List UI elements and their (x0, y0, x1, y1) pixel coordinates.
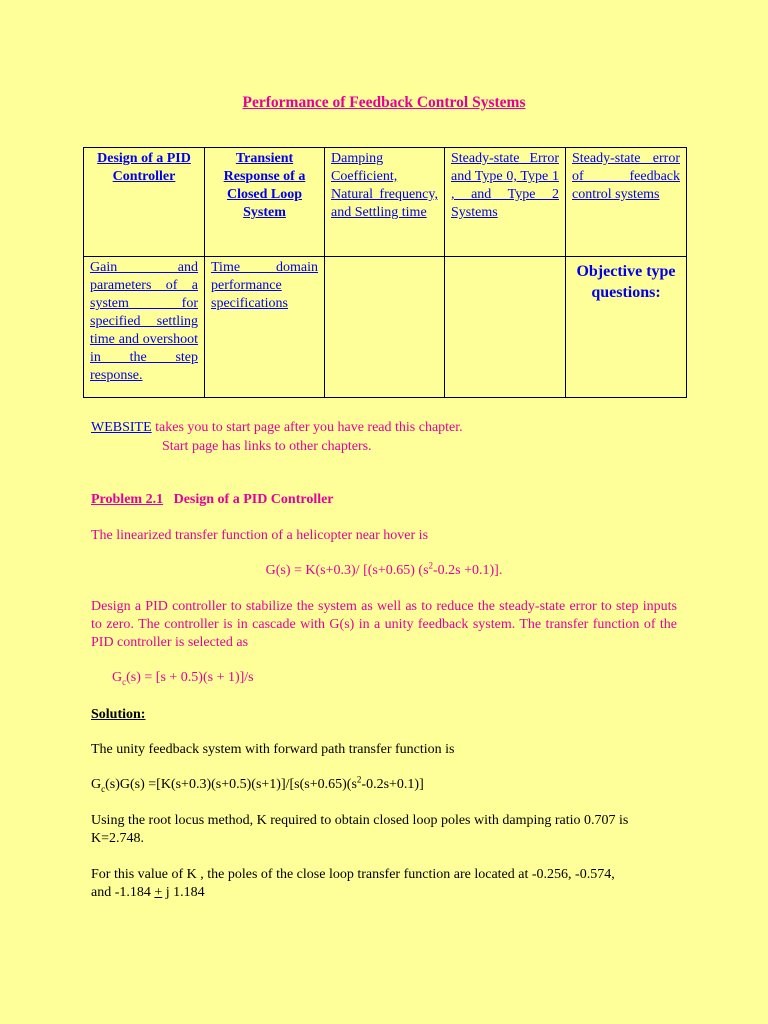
eq-subscript: c (122, 676, 127, 687)
start-page-note: Start page has links to other chapters. (162, 439, 372, 454)
solution-paragraph-1: The unity feedback system with forward path transfer function is (91, 742, 455, 757)
problem-title: Design of a PID Controller (173, 492, 334, 507)
eq-part: G (91, 777, 102, 792)
eq-part: (s)G(s) =[K(s+0.3)(s+0.5)(s+1)]/[s(s+0.65)(s (105, 777, 357, 792)
problem-number: Problem 2.1 (91, 492, 164, 507)
topic-link-steady-state-types[interactable]: Steady-state Error and Type 0, Type 1 , and Type 2 Systems (451, 151, 559, 220)
topic-link-time-domain[interactable]: Time domain performance specifications (211, 260, 318, 311)
forward-path-transfer-function (91, 776, 424, 794)
pid-transfer-function (112, 669, 254, 687)
eq-part: -0.2s+0.1)] (361, 777, 424, 792)
topic-cell (445, 148, 566, 257)
website-note-text: takes you to start page after you have read this chapter. (151, 420, 463, 435)
eq-part: (s) = [s + 0.5)(s + 1)]/s (126, 670, 254, 685)
topic-link-objective-questions[interactable]: Objective type questions: (576, 263, 676, 301)
eq-part: G (112, 670, 123, 685)
eq-part: -0.2s +0.1)]. (433, 563, 503, 578)
topic-cell (566, 257, 687, 398)
topic-cell (84, 257, 205, 398)
topic-cell (566, 148, 687, 257)
eq-subscript: c (101, 783, 106, 794)
text-part: and -1.184 (91, 885, 155, 900)
plant-transfer-function (0, 562, 768, 580)
topic-cell (84, 148, 205, 257)
topic-cell (205, 257, 325, 398)
eq-superscript: 2 (428, 560, 434, 571)
plus-minus-sign: + (154, 885, 163, 900)
topic-link-damping[interactable]: Damping Coefficient, Natural frequency, and Settling time (331, 151, 438, 220)
problem-heading (91, 491, 334, 509)
topic-cell-empty (325, 257, 445, 398)
topic-link-pid-design[interactable]: Design of a PID Controller (97, 151, 191, 184)
topic-link-transient-response[interactable]: Transient Response of a Closed Loop System (223, 151, 306, 220)
eq-part: G(s) = K(s+0.3)/ [(s+0.65) (s (265, 563, 429, 578)
website-note (91, 419, 463, 437)
solution-paragraph-3: For this value of K , the poles of the close loop transfer function are located at -0.256, -0.574, (91, 867, 615, 882)
topic-cell (325, 148, 445, 257)
problem-description: Design a PID controller to stabilize the system as well as to reduce the steady-state error to step inputs to zero. The controller is in cascade with G(s) in a unity feedback system. The transfer function of the PID controller is selected as (91, 599, 677, 650)
topic-link-steady-state-error[interactable]: Steady-state error of feedback control systems (572, 151, 680, 202)
topic-cell-empty (445, 257, 566, 398)
topic-cell (205, 148, 325, 257)
solution-paragraph-3-cont (91, 884, 205, 902)
text-part: j 1.184 (162, 885, 205, 900)
topic-link-gain-parameters[interactable]: Gain and parameters of a system for specified settling time and overshoot in the step response. (90, 260, 198, 383)
page-title: Performance of Feedback Control Systems (242, 94, 526, 111)
solution-paragraph-2: Using the root locus method, K required to obtain closed loop poles with damping ratio 0.707 is K=2.748. (91, 813, 629, 846)
problem-intro: The linearized transfer function of a helicopter near hover is (91, 528, 429, 543)
eq-superscript: 2 (356, 774, 362, 785)
website-link[interactable]: WEBSITE (91, 420, 152, 435)
solution-heading: Solution: (91, 707, 146, 722)
chapter-topics-table (83, 147, 687, 398)
